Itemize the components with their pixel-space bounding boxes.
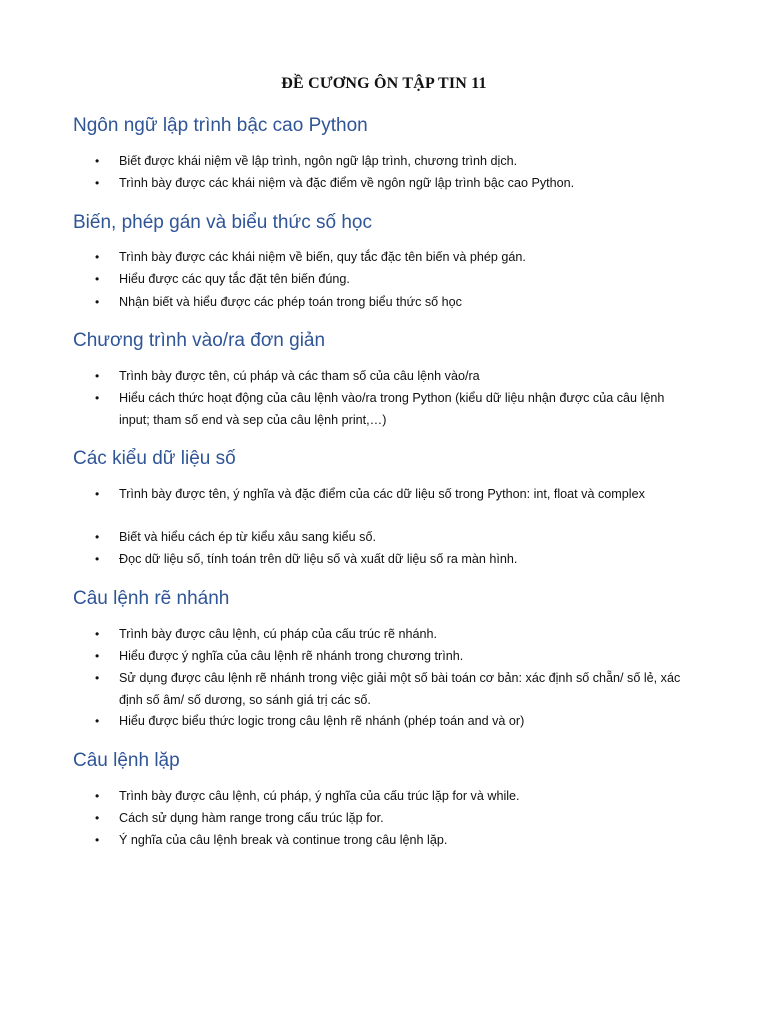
bullet-icon: • [95, 154, 100, 168]
list-item-text: Nhận biết và hiểu được các phép toán trong biểu thức số học [119, 295, 462, 309]
document-title: ĐỀ CƯƠNG ÔN TẬP TIN 11 [281, 75, 487, 92]
section-heading-python: Ngôn ngữ lập trình bậc cao Python [73, 115, 368, 136]
section-heading-loops: Câu lệnh lặp [73, 750, 180, 771]
section-heading-io: Chương trình vào/ra đơn giản [73, 330, 326, 351]
list-item-text: Hiểu được biểu thức logic trong câu lệnh rẽ nhánh (phép toán and và or) [119, 714, 525, 728]
bullet-icon: • [95, 714, 100, 728]
bullet-icon: • [95, 552, 100, 566]
list-item-text: Trình bày được câu lệnh, cú pháp, ý nghĩa của cấu trúc lặp for và while. [119, 789, 520, 803]
list-item-text: Trình bày được các khái niệm và đặc điểm về ngôn ngữ lập trình bậc cao Python. [119, 176, 575, 190]
list-item [95, 830, 695, 852]
list-item [95, 808, 695, 830]
bullet-icon: • [95, 250, 100, 264]
list-item-text: Đọc dữ liệu số, tính toán trên dữ liệu số và xuất dữ liệu số ra màn hình. [119, 552, 518, 566]
list-item [95, 711, 695, 733]
bullet-icon: • [95, 811, 100, 825]
list-item [95, 388, 695, 431]
list-item-text: Cách sử dụng hàm range trong cấu trúc lặp for. [119, 811, 384, 825]
bullet-icon: • [95, 391, 100, 405]
bullet-icon: • [95, 176, 100, 190]
bullet-icon: • [95, 295, 100, 309]
list-item [95, 247, 695, 269]
list-item [95, 151, 695, 173]
list-item [95, 786, 695, 808]
list-item [95, 668, 695, 711]
list-item-text: Ý nghĩa của câu lệnh break và continue trong câu lệnh lặp. [119, 833, 448, 847]
list-item-text: Hiểu được ý nghĩa của câu lệnh rẽ nhánh trong chương trình. [119, 649, 464, 663]
list-item [95, 549, 695, 571]
bullet-icon: • [95, 487, 100, 501]
list-item-text: Trình bày được tên, ý nghĩa và đặc điểm của các dữ liệu số trong Python: int, float và complex [119, 487, 645, 501]
bullet-icon: • [95, 627, 100, 641]
list-item [95, 366, 695, 388]
list-item [95, 527, 695, 549]
bullet-icon: • [95, 272, 100, 286]
bullet-icon: • [95, 789, 100, 803]
list-item-text: Trình bày được tên, cú pháp và các tham số của câu lệnh vào/ra [119, 369, 480, 383]
list-item [95, 292, 695, 314]
list-item [95, 269, 695, 291]
list-item-text: Trình bày được các khái niệm về biến, quy tắc đặc tên biến và phép gán. [119, 250, 526, 264]
section-heading-numeric-types: Các kiểu dữ liệu số [73, 448, 236, 469]
list-item-text: Sử dụng được câu lệnh rẽ nhánh trong việc giải một số bài toán cơ bản: xác định số chẵn/ số lẻ, xác định số âm/ số dương, so sánh giá trị các số. [119, 671, 681, 707]
list-item [95, 484, 695, 506]
section-heading-branching: Câu lệnh rẽ nhánh [73, 588, 230, 609]
bullet-icon: • [95, 649, 100, 663]
list-item-text: Biết được khái niệm về lập trình, ngôn ngữ lập trình, chương trình dịch. [119, 154, 518, 168]
list-item-text: Hiểu được các quy tắc đặt tên biến đúng. [119, 272, 350, 286]
list-item [95, 646, 695, 668]
list-item-text: Hiểu cách thức hoạt động của câu lệnh vào/ra trong Python (kiểu dữ liệu nhận được của câu lệnh input; tham số end và sep của câu lệnh print,…) [119, 391, 665, 427]
bullet-icon: • [95, 530, 100, 544]
list-item [95, 173, 695, 195]
list-item-text: Trình bày được câu lệnh, cú pháp của cấu trúc rẽ nhánh. [119, 627, 437, 641]
list-item-text: Biết và hiểu cách ép từ kiểu xâu sang kiểu số. [119, 530, 376, 544]
bullet-icon: • [95, 671, 100, 685]
bullet-icon: • [95, 369, 100, 383]
section-heading-variables: Biến, phép gán và biểu thức số học [73, 212, 372, 233]
bullet-icon: • [95, 833, 100, 847]
list-item [95, 624, 695, 646]
